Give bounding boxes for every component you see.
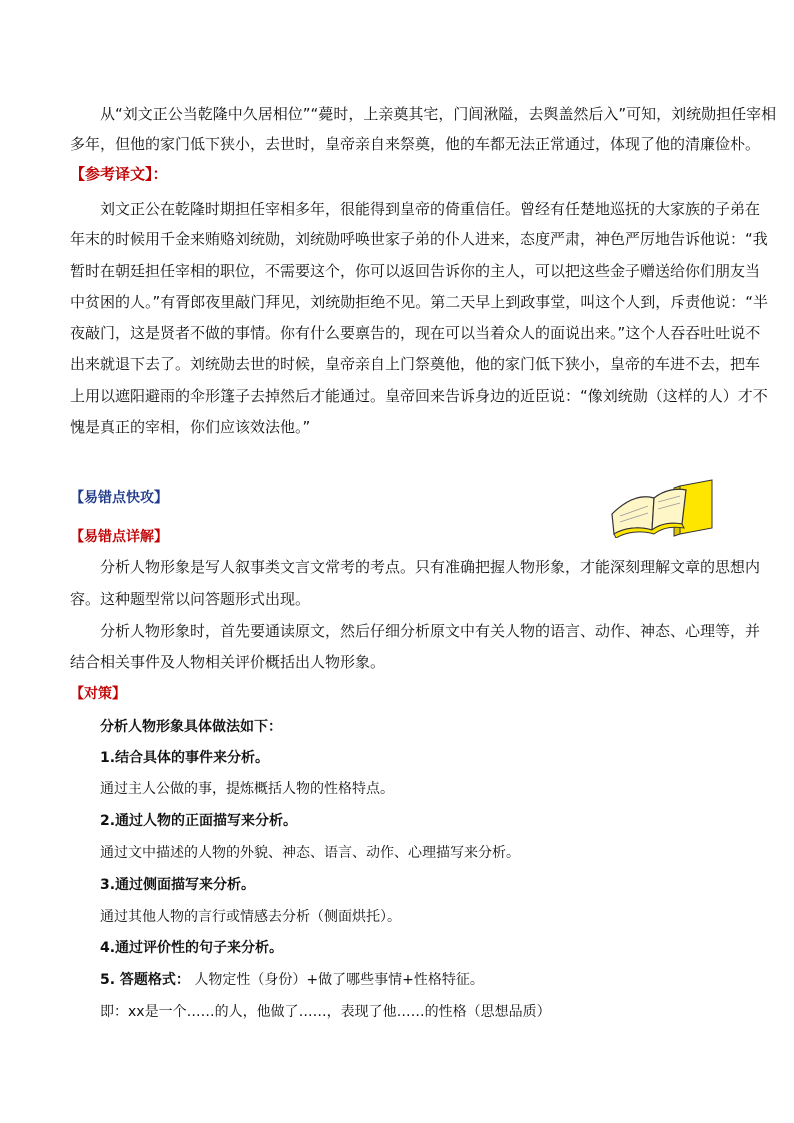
strategy-item-title: 4.通过评价性的句子来分析。 xyxy=(100,940,284,956)
strategy-item-body: 通过其他人物的言行或情感去分析（侧面烘托）。 xyxy=(100,909,401,925)
translation-heading: 【参考译文】： xyxy=(70,165,168,183)
answer-example: 即：xx是一个……的人，他做了……，表现了他……的性格（思想品质） xyxy=(100,1004,551,1020)
intro-line-2: 多年，但他的家门低下狭小，去世时，皇帝亲自来祭奠，他的车都无法正常通过，体现了他的清廉俭朴。 xyxy=(70,135,761,153)
translation-line: 中贫困的人。”有胥郎夜里敲门拜见，刘统勋拒绝不见。第二天早上到政事堂，叫这个人到，斥责他说：“半 xyxy=(70,293,769,311)
strategy-item-title: 2.通过人物的正面描写来分析。 xyxy=(100,813,298,829)
translation-line: 上用以遮阳避雨的伞形篷子去掉然后才能通过。皇帝回来告诉身边的近臣说：“像刘统勋（这样的人）才不 xyxy=(70,387,768,405)
intro-line-1: 从“刘文正公当乾隆中久居相位”“薨时，上亲奠其宅，门闾湫隘，去舆盖然后入”可知，刘统勋担任宰相 xyxy=(100,105,777,123)
strategy-item-body: 通过文中描述的人物的外貌、神态、语言、动作、心理描写来分析。 xyxy=(100,845,520,861)
strategy-heading: 【对策】 xyxy=(70,686,126,702)
translation-line: 夜敲门，这是贤者不做的事情。你有什么要禀告的，现在可以当着众人的面说出来。”这个人吞吞吐吐说不 xyxy=(70,324,761,342)
detail-heading: 【易错点详解】 xyxy=(70,529,168,545)
translation-line: 年末的时候用千金来贿赂刘统勋，刘统勋呼唤世家子弟的仆人进来，态度严肃，神色严厉地告诉他说：“我 xyxy=(70,230,768,248)
answer-format-text: 人物定性（身份）+做了哪些事情+性格特征。 xyxy=(189,972,484,988)
answer-format-label: 5. 答题格式： xyxy=(100,972,190,988)
detail-para1-line1: 分析人物形象是写人叙事类文言文常考的考点。只有准确把握人物形象，才能深刻理解文章的思想内 xyxy=(100,558,761,576)
quick-attack-heading: 【易错点快攻】 xyxy=(70,490,168,506)
detail-para1-line2: 容。这种题型常以问答题形式出现。 xyxy=(70,590,311,608)
strategy-item-title: 3.通过侧面描写来分析。 xyxy=(100,877,256,893)
strategy-intro: 分析人物形象具体做法如下： xyxy=(100,719,282,735)
strategy-item-title: 1.结合具体的事件来分析。 xyxy=(100,750,270,766)
detail-para2-line2: 结合相关事件及人物相关评价概括出人物形象。 xyxy=(70,653,386,671)
translation-line: 刘文正公在乾隆时期担任宰相多年，很能得到皇帝的倚重信任。曾经有任楚地巡抚的大家族的子弟在 xyxy=(100,200,761,218)
answer-format xyxy=(100,969,730,991)
translation-line: 出来就退下去了。刘统勋去世的时候，皇帝亲自上门祭奠他，他的家门低下狭小，皇帝的车进不去，把车 xyxy=(70,355,761,373)
translation-line: 暂时在朝廷担任宰相的职位，不需要这个，你可以返回告诉你的主人，可以把这些金子赠送给你们朋友当 xyxy=(70,262,761,280)
detail-para2-line1: 分析人物形象时，首先要通读原文，然后仔细分析原文中有关人物的语言、动作、神态、心理等，并 xyxy=(100,622,761,640)
strategy-item-body: 通过主人公做的事，提炼概括人物的性格特点。 xyxy=(100,781,394,797)
translation-line: 愧是真正的宰相，你们应该效法他。” xyxy=(70,418,311,436)
